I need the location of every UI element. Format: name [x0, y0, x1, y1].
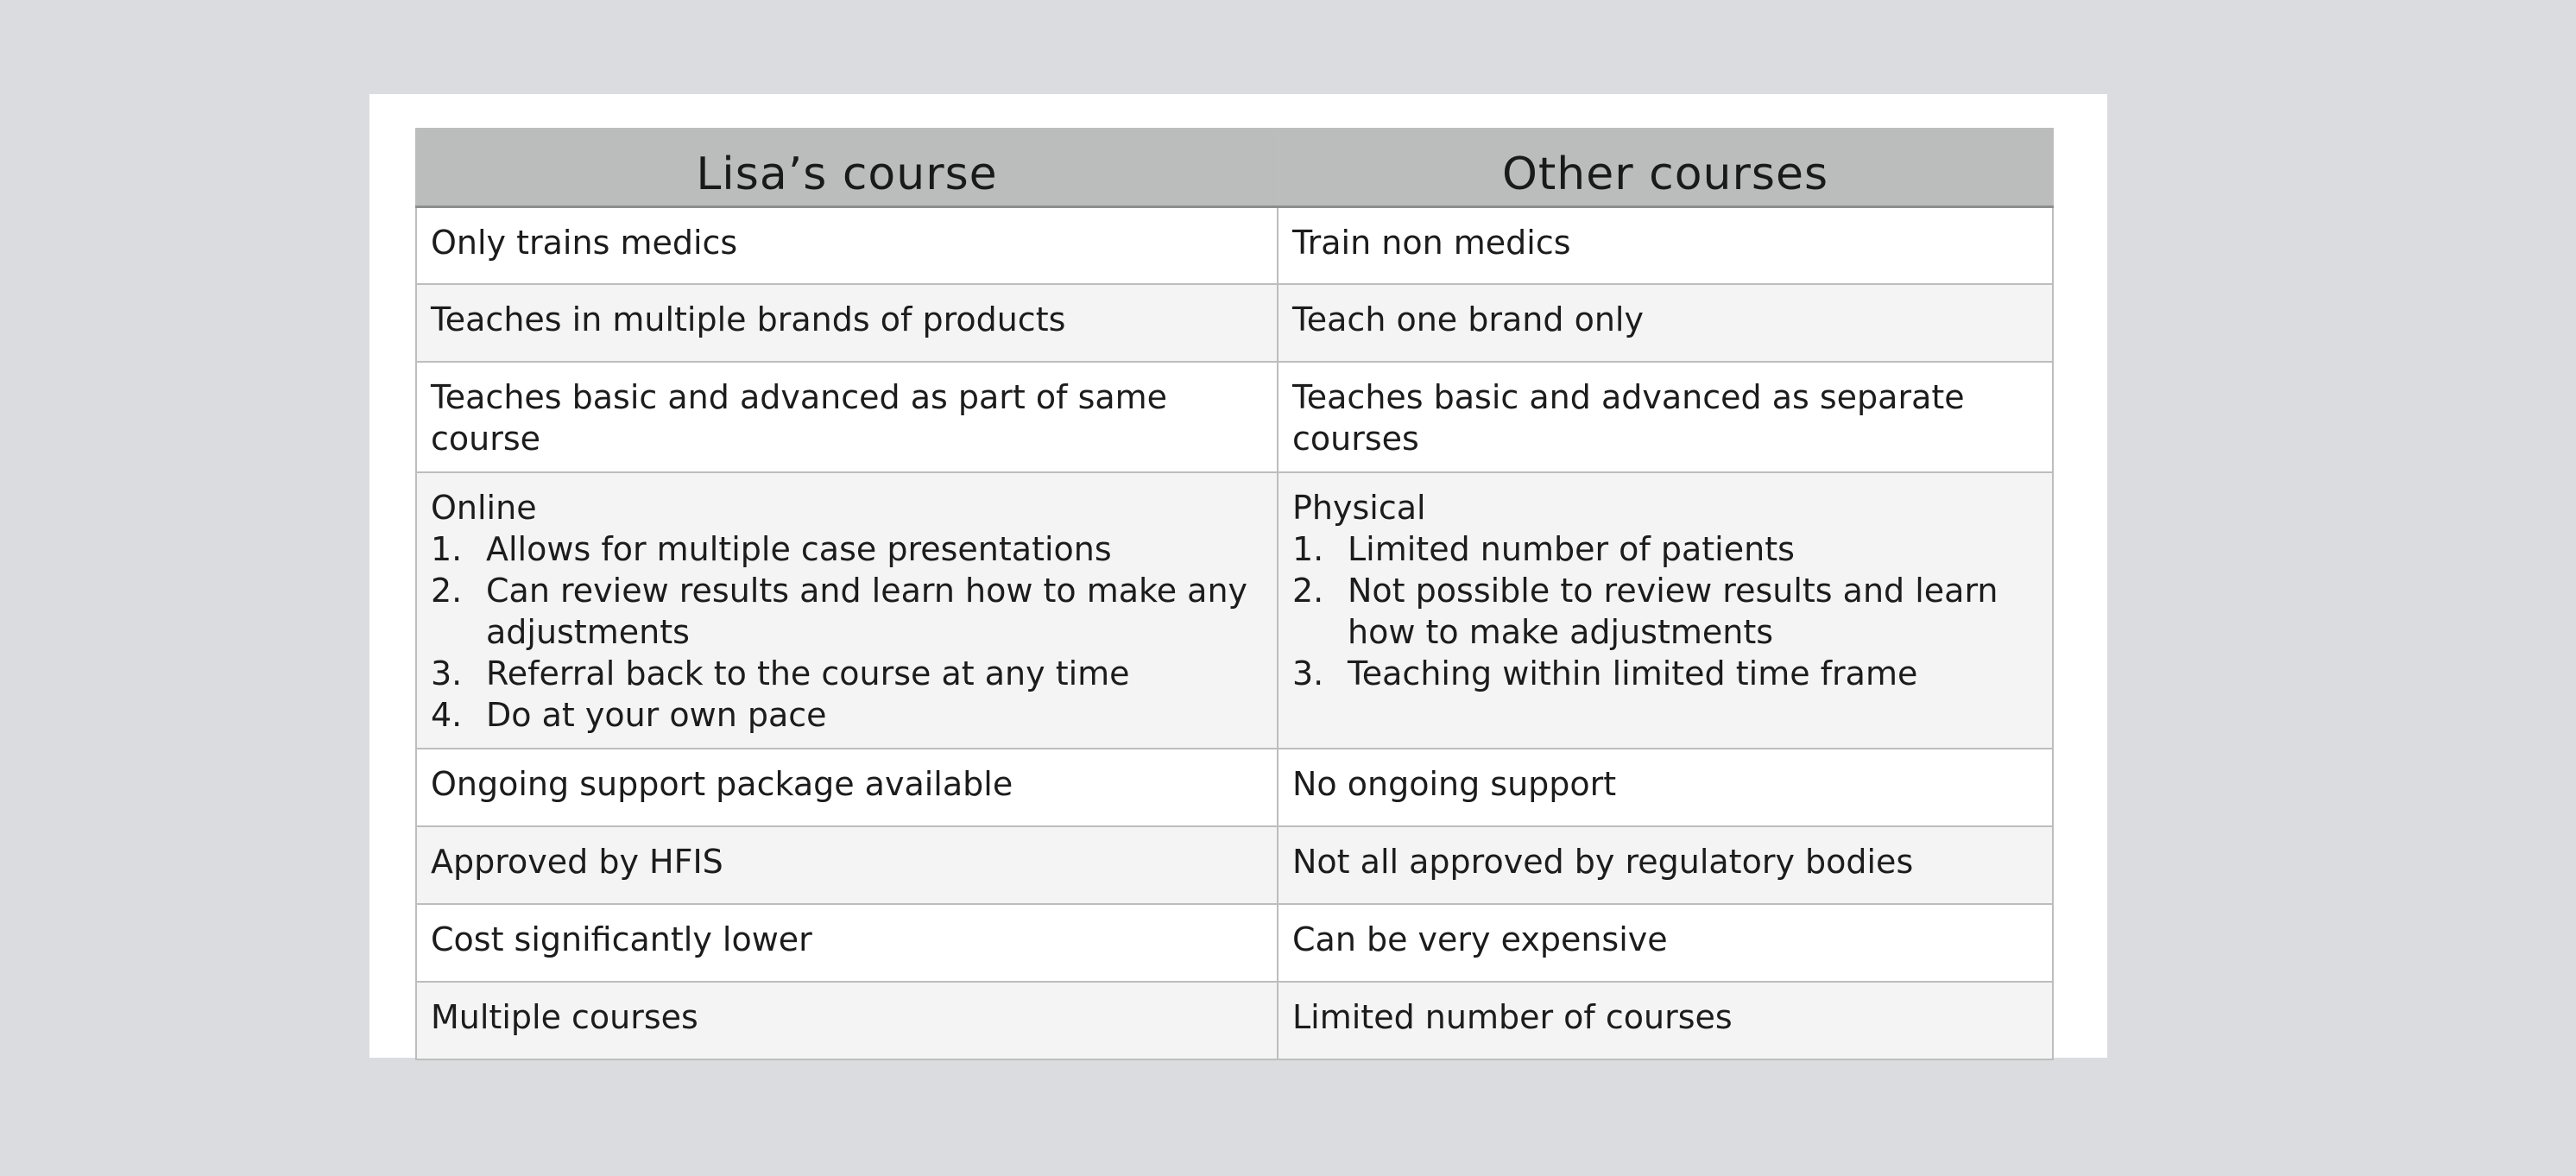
cell-other: Teach one brand only: [1278, 284, 2053, 362]
numbered-list: [431, 528, 1263, 736]
header-other-courses: Other courses: [1278, 129, 2053, 206]
list-text: Teaching within limited time frame: [1348, 654, 1918, 692]
table-row: [416, 472, 2053, 749]
list-item: [431, 528, 1263, 570]
numbered-list: [1292, 528, 2038, 694]
list-text: Not possible to review results and learn how to make adjustments: [1348, 572, 1998, 651]
list-number: 2.: [1292, 572, 1324, 610]
table-row: [416, 206, 2053, 284]
comparison-table: [415, 128, 2054, 1060]
list-text: Limited number of patients: [1348, 530, 1795, 568]
cell-other: Train non medics: [1278, 206, 2053, 284]
table-row: [416, 826, 2053, 904]
list-number: 2.: [431, 572, 463, 610]
cell-heading: Physical: [1292, 489, 1426, 527]
list-item: [431, 570, 1263, 653]
list-number: 1.: [1292, 530, 1324, 568]
cell-lisa: Ongoing support package available: [416, 749, 1278, 826]
cell-lisa: Multiple courses: [416, 982, 1278, 1059]
cell-lisa: Approved by HFIS: [416, 826, 1278, 904]
cell-other: Can be very expensive: [1278, 904, 2053, 982]
table-row: [416, 749, 2053, 826]
list-item: [1292, 528, 2038, 570]
list-item: [1292, 653, 2038, 694]
list-text: Do at your own pace: [486, 696, 827, 734]
cell-lisa: Cost significantly lower: [416, 904, 1278, 982]
cell-other: No ongoing support: [1278, 749, 2053, 826]
cell-heading: Online: [431, 489, 537, 527]
list-item: [431, 653, 1263, 694]
cell-other: Limited number of courses: [1278, 982, 2053, 1059]
list-number: 3.: [1292, 654, 1324, 692]
list-text: Allows for multiple case presentations: [486, 530, 1112, 568]
list-number: 3.: [431, 654, 463, 692]
cell-lisa: Only trains medics: [416, 206, 1278, 284]
cell-other: [1278, 472, 2053, 749]
list-text: Can review results and learn how to make any adjustments: [486, 572, 1248, 651]
cell-lisa: Teaches basic and advanced as part of same course: [416, 362, 1278, 472]
list-number: 1.: [431, 530, 463, 568]
list-item: [431, 694, 1263, 736]
slide: [369, 94, 2107, 1058]
cell-lisa: [416, 472, 1278, 749]
list-number: 4.: [431, 696, 463, 734]
list-text: Referral back to the course at any time: [486, 654, 1130, 692]
header-lisas-course: Lisa’s course: [416, 129, 1278, 206]
header-row: [416, 129, 2053, 206]
cell-other: Not all approved by regulatory bodies: [1278, 826, 2053, 904]
cell-other: Teaches basic and advanced as separate courses: [1278, 362, 2053, 472]
table-row: [416, 362, 2053, 472]
cell-lisa: Teaches in multiple brands of products: [416, 284, 1278, 362]
table-row: [416, 284, 2053, 362]
table-row: [416, 904, 2053, 982]
table-row: [416, 982, 2053, 1059]
list-item: [1292, 570, 2038, 653]
